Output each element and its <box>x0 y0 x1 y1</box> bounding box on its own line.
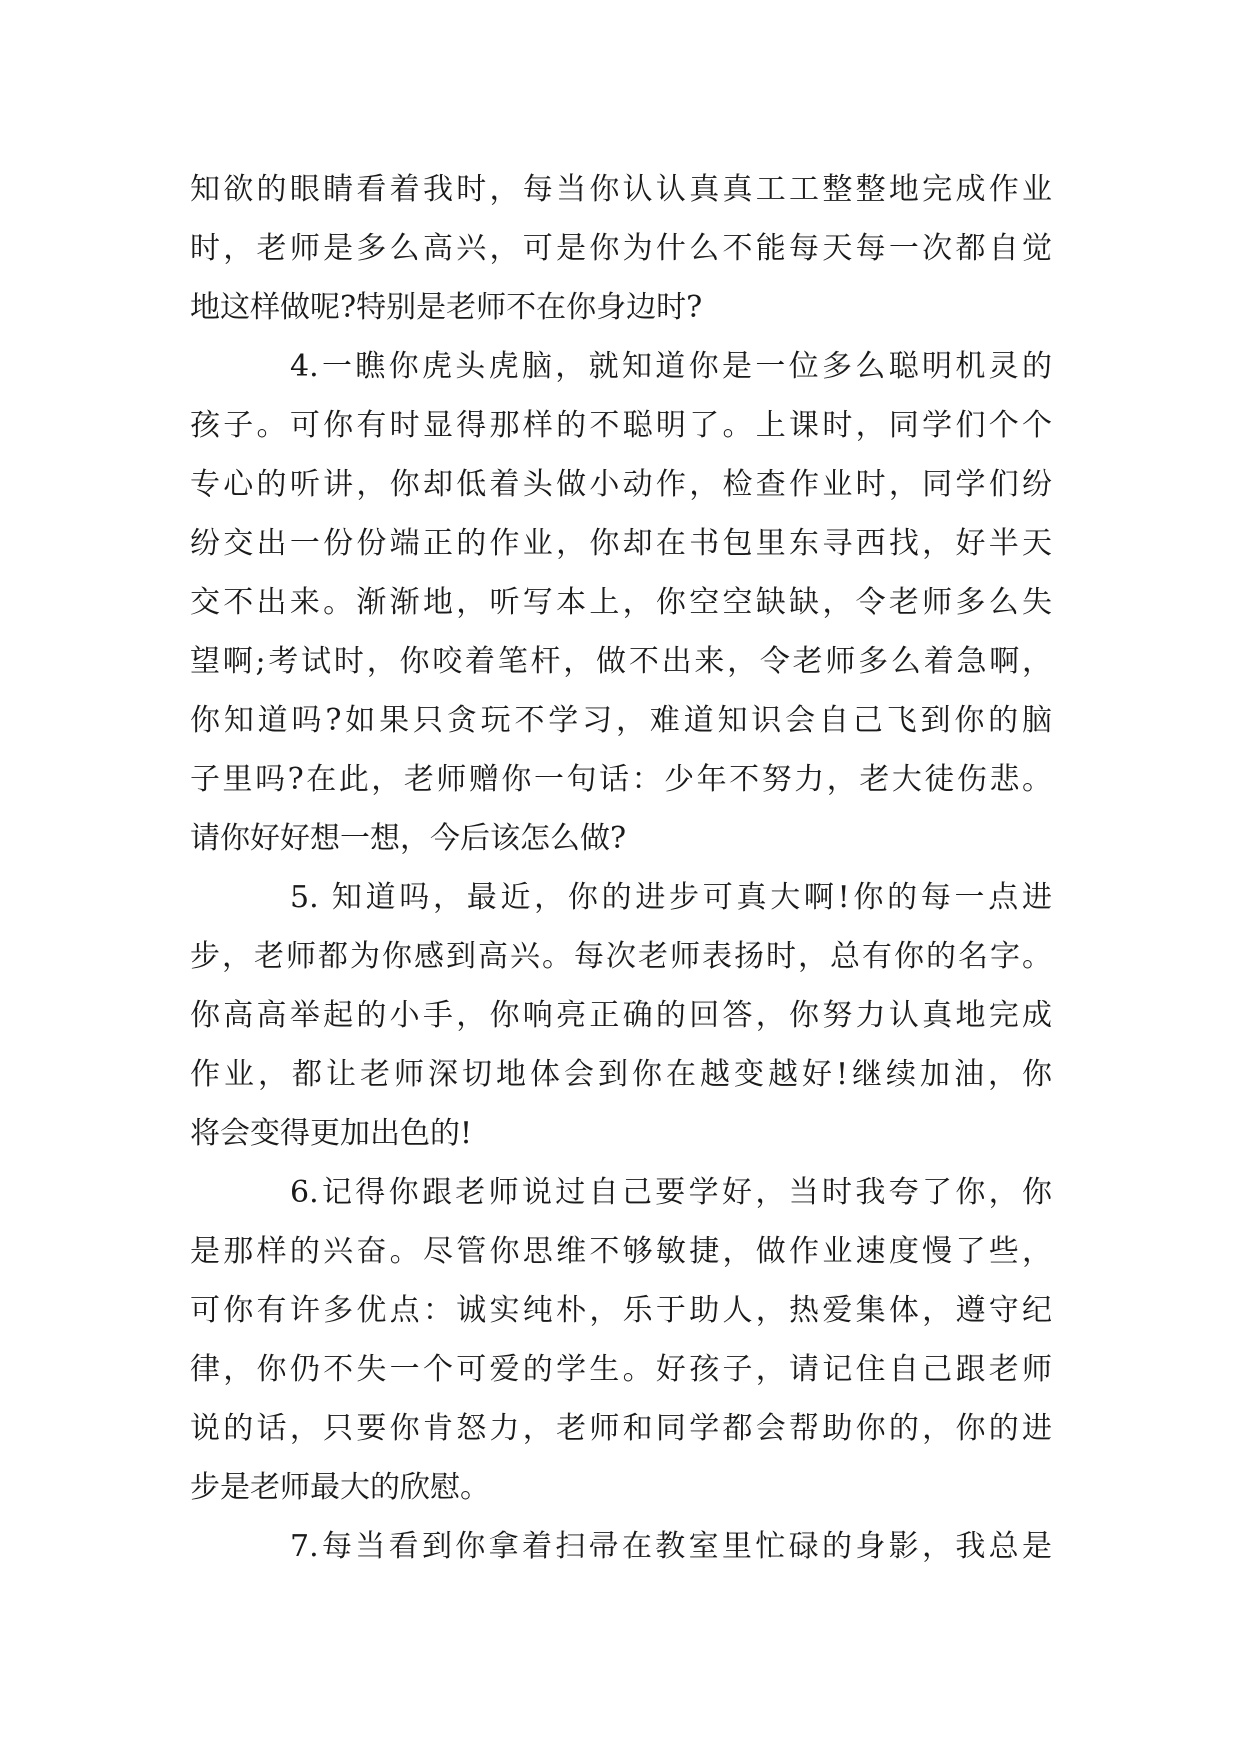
text-line: 望啊;考试时，你咬着笔杆，做不出来，令老师多么着急啊， <box>190 644 1052 679</box>
text-line: 子里吗?在此，老师赠你一句话：少年不努力，老大徒伤悲。 <box>190 762 1052 797</box>
text-line: 孩子。可你有时显得那样的不聪明了。上课时，同学们个个 <box>190 408 1052 443</box>
text-line: 专心的听讲，你却低着头做小动作，检查作业时，同学们纷 <box>190 467 1052 502</box>
text-line: 说的话，只要你肯怒力，老师和同学都会帮助你的，你的进 <box>190 1411 1052 1446</box>
text-line: 时，老师是多么高兴，可是你为什么不能每天每一次都自觉 <box>190 231 1052 266</box>
text-line: 步，老师都为你感到高兴。每次老师表扬时，总有你的名字。 <box>190 939 1052 974</box>
body-text <box>190 160 1052 1576</box>
text-line: 可你有许多优点：诚实纯朴，乐于助人，热爱集体，遵守纪 <box>190 1293 1052 1328</box>
text-line: 你知道吗?如果只贪玩不学习，难道知识会自己飞到你的脑 <box>190 703 1052 738</box>
text-line: 律，你仍不失一个可爱的学生。好孩子，请记住自己跟老师 <box>190 1352 1052 1387</box>
text-line: 你高高举起的小手，你响亮正确的回答，你努力认真地完成 <box>190 998 1052 1033</box>
text-line: 7.每当看到你拿着扫帚在教室里忙碌的身影，我总是 <box>290 1529 1052 1564</box>
text-line: 将会变得更加出色的! <box>190 1116 473 1151</box>
text-line: 作业，都让老师深切地体会到你在越变越好!继续加油，你 <box>190 1057 1052 1092</box>
text-line: 知欲的眼睛看着我时，每当你认认真真工工整整地完成作业 <box>190 172 1052 207</box>
text-line: 纷交出一份份端正的作业，你却在书包里东寻西找，好半天 <box>190 526 1052 561</box>
text-line: 4.一瞧你虎头虎脑，就知道你是一位多么聪明机灵的 <box>290 349 1052 384</box>
text-line: 5. 知道吗，最近，你的进步可真大啊!你的每一点进 <box>290 880 1052 915</box>
text-line: 交不出来。渐渐地，听写本上，你空空缺缺，令老师多么失 <box>190 585 1052 620</box>
text-line: 是那样的兴奋。尽管你思维不够敏捷，做作业速度慢了些， <box>190 1234 1052 1269</box>
text-line: 地这样做呢?特别是老师不在你身边时? <box>190 290 703 325</box>
text-line: 步是老师最大的欣慰。 <box>190 1470 490 1505</box>
text-line: 6.记得你跟老师说过自己要学好，当时我夸了你，你 <box>290 1175 1052 1210</box>
text-line: 请你好好想一想，今后该怎么做? <box>190 821 627 856</box>
